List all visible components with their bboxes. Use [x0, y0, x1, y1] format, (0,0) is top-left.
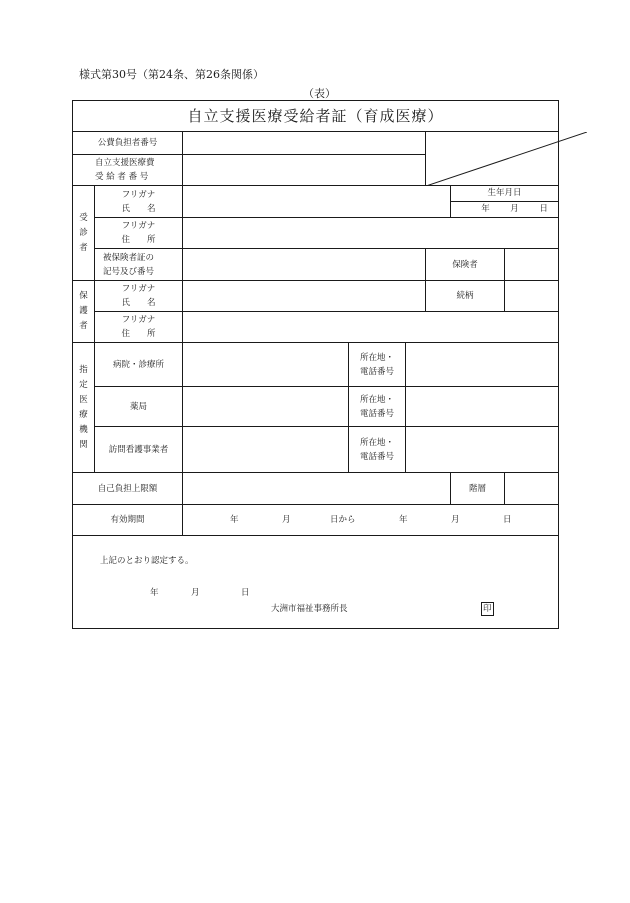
issuer-name: 大洲市福祉事務所長 — [271, 604, 348, 614]
hospital-label: 病院・診療所 — [95, 343, 183, 387]
diagonal-blank-cell — [426, 132, 559, 186]
nursing-field[interactable] — [183, 427, 349, 473]
nursing-location-field[interactable] — [406, 427, 559, 473]
patient-name-label: フリガナ 氏 名 — [95, 186, 183, 218]
payer-number-field[interactable] — [183, 132, 426, 155]
relationship-label: 続柄 — [426, 281, 505, 312]
pharmacy-location-field[interactable] — [406, 387, 559, 427]
guardian-address-label: フリガナ 住 所 — [95, 312, 183, 343]
insurance-card-field[interactable] — [183, 249, 426, 281]
patient-address-field[interactable] — [183, 218, 559, 249]
guardian-address-field[interactable] — [183, 312, 559, 343]
hospital-field[interactable] — [183, 343, 349, 387]
issue-month: 月 — [191, 588, 200, 598]
issue-day: 日 — [241, 588, 250, 598]
guardian-group-label: 保 護 者 — [73, 281, 95, 343]
insurance-card-label: 被保険者証の 記号及び番号 — [95, 249, 183, 281]
pharmacy-label: 薬局 — [95, 387, 183, 427]
nursing-label: 訪問看護事業者 — [95, 427, 183, 473]
recipient-number-label: 自立支援医療費 受 給 者 番 号 — [73, 155, 183, 186]
nursing-location-label: 所在地・ 電話番号 — [349, 427, 406, 473]
payer-number-label: 公費負担者番号 — [73, 132, 183, 155]
side-label: （表） — [303, 87, 336, 100]
validity-field[interactable]: 年 月 日から 年 月 日 — [183, 505, 559, 536]
hospital-location-field[interactable] — [406, 343, 559, 387]
certification-statement: 上記のとおり認定する。 — [100, 556, 194, 566]
patient-group-label: 受 診 者 — [73, 186, 95, 281]
certificate-table — [72, 100, 559, 629]
hospital-location-label: 所在地・ 電話番号 — [349, 343, 406, 387]
insurer-label: 保険者 — [426, 249, 505, 281]
form-number: 様式第30号（第24条、第26条関係） — [79, 68, 264, 81]
patient-address-label: フリガナ 住 所 — [95, 218, 183, 249]
seal-mark: 印 — [483, 604, 492, 614]
tier-label: 階層 — [451, 473, 505, 505]
issue-year: 年 — [150, 588, 159, 598]
guardian-name-field[interactable] — [183, 281, 426, 312]
copay-limit-field[interactable] — [183, 473, 451, 505]
relationship-field[interactable] — [505, 281, 559, 312]
certification-statement-area — [73, 536, 559, 629]
insurer-field[interactable] — [505, 249, 559, 281]
pharmacy-location-label: 所在地・ 電話番号 — [349, 387, 406, 427]
pharmacy-field[interactable] — [183, 387, 349, 427]
certificate-title: 自立支援医療受給者証（育成医療） — [73, 101, 559, 132]
recipient-number-field[interactable] — [183, 155, 426, 186]
patient-name-field[interactable] — [183, 186, 451, 218]
tier-field[interactable] — [505, 473, 559, 505]
diagonal-line — [426, 132, 587, 186]
validity-label: 有効期間 — [73, 505, 183, 536]
birthdate-label: 生年月日 — [451, 186, 558, 202]
birthdate-field[interactable]: 年 月 日 — [481, 204, 548, 214]
copay-limit-label: 自己負担上限額 — [73, 473, 183, 505]
guardian-name-label: フリガナ 氏 名 — [95, 281, 183, 312]
patient-birthdate-cell — [451, 186, 559, 218]
institution-group-label: 指 定 医 療 機 関 — [73, 343, 95, 473]
